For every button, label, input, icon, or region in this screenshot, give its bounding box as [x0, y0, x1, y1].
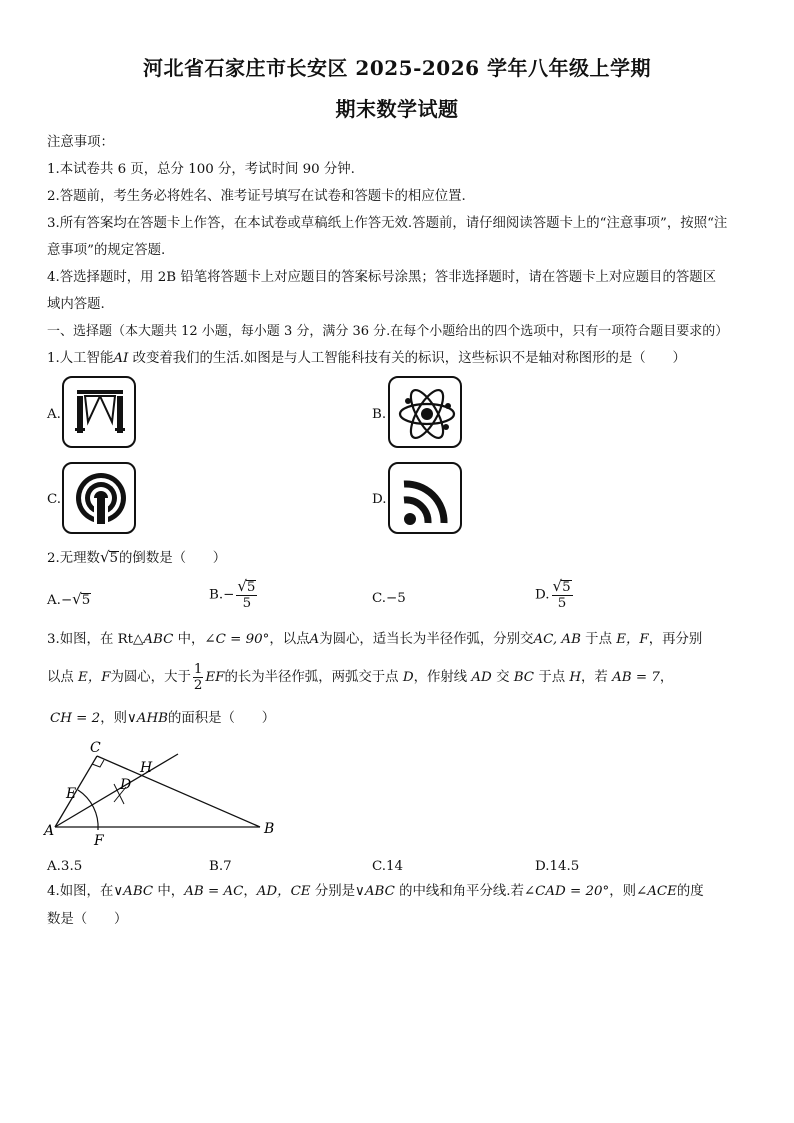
denominator: 5 [242, 596, 252, 611]
text: 的面积是（ ） [167, 711, 276, 726]
note-line-3b: 意事项”的规定答题. [47, 243, 166, 258]
q2-option-d [535, 579, 575, 611]
text: 4.如图，在 [47, 884, 114, 899]
q3-line-3 [50, 711, 275, 727]
label-E: E [66, 786, 77, 802]
fraction [552, 579, 573, 611]
math: ABC [143, 632, 174, 647]
q2-stem-radicand: 5 [109, 551, 119, 566]
q1-option-b-label: B. [372, 407, 387, 422]
page-subtitle: 期末数学试题 [335, 97, 459, 121]
q1-stem-ai: AI [113, 351, 129, 366]
text: ，再分别 [648, 632, 703, 647]
text: 的长为半径作弧，两弧交于点 [224, 670, 403, 685]
q2-option-a [47, 591, 91, 609]
math: ∠ACE [636, 884, 677, 899]
rss-feed-icon [388, 462, 462, 534]
text: 于点 [534, 670, 570, 685]
math: AB = AC [184, 884, 244, 899]
math: EF [205, 670, 225, 685]
q1-option-d-label: D. [372, 492, 387, 507]
option-label: A. [47, 593, 61, 608]
page-title: 河北省石家庄市长安区 2025-2026 学年八年级上学期 [142, 56, 652, 80]
note-line-3: 3.所有答案均在答题卡上作答，在本试卷或草稿纸上作答无效.答题前，请仔细阅读答题卡上的“注意事项”，按照“注 [47, 216, 728, 231]
math: ∨ABC [355, 884, 395, 899]
broadcast-icon [62, 462, 136, 534]
note-line-4b: 域内答题. [47, 297, 105, 312]
q1-option-a-label: A. [47, 407, 61, 422]
q2-stem-part: 的倒数是（ ） [119, 551, 227, 566]
math: AD [471, 670, 492, 685]
text: ，则 [100, 711, 127, 726]
math: AC, AB [533, 632, 581, 647]
sqrt-symbol: √ [552, 577, 563, 595]
text: ， [659, 670, 674, 685]
math: A [309, 632, 320, 647]
label-C: C [90, 740, 101, 756]
math: ∠CAD = 20° [523, 884, 610, 899]
text: 交 [491, 670, 514, 685]
q3-option-c: C.14 [372, 859, 404, 874]
text: 的度 [676, 884, 704, 899]
text: 以点 [47, 670, 79, 685]
q3-option-a: A.3.5 [47, 859, 83, 874]
sqrt-symbol: √ [72, 590, 82, 608]
option-label: C. [372, 591, 387, 606]
label-A: A [44, 823, 55, 839]
text: 的中线和角平分线.若 [394, 884, 524, 899]
q4-line-2: 数是（ ） [47, 912, 128, 927]
option-label: D. [535, 587, 550, 603]
q2-stem [47, 549, 226, 567]
fraction: $\frac{1}{2}$ [193, 662, 203, 693]
q3-option-d: D.14.5 [535, 859, 580, 874]
q1-stem [47, 351, 686, 367]
radicand: 5 [246, 580, 256, 595]
math: ∠C = 90° [204, 632, 270, 647]
text: 为圆心，大于 [110, 670, 191, 685]
q1-option-c-label: C. [47, 492, 62, 507]
curtain-icon [62, 376, 136, 448]
label-H: H [140, 760, 153, 776]
q2-stem-part: 2.无理数 [47, 551, 100, 566]
math: CH = 2 [50, 711, 101, 726]
minus-sign: − [223, 587, 235, 603]
q1-stem-part: 改变着我们的生活.如图是与人工智能科技有关的标识，这些标识不是轴对称图形的是（ ） [128, 351, 686, 366]
option-label: B. [209, 587, 224, 603]
fraction [236, 579, 257, 611]
denominator: 5 [557, 596, 567, 611]
q3-line-1 [47, 632, 702, 648]
text: ，则 [609, 884, 636, 899]
radicand: 5 [81, 593, 91, 608]
text: ， [243, 884, 257, 899]
q2-option-b [209, 579, 259, 611]
sqrt-symbol: √ [99, 548, 110, 566]
text: 为圆心，适当长为半径作弧，分别交 [319, 632, 534, 647]
q3-line-2 [47, 662, 673, 693]
note-line-2: 2.答题前，考生务必将姓名、准考证号填写在试卷和答题卡的相应位置. [47, 189, 466, 204]
q3-option-b: B.7 [209, 859, 232, 874]
text: ，作射线 [413, 670, 472, 685]
text: 3.如图，在 Rt△ [47, 632, 144, 647]
math: ∨ABC [113, 884, 154, 899]
section-heading: 一、选择题（本大题共 12 小题，每小题 3 分，满分 36 分.在每个小题给出的四个选项中，只有一项符合题目要求的） [47, 324, 729, 339]
math: AB = 7 [612, 670, 660, 685]
math: D [402, 670, 414, 685]
q1-stem-part: 1.人工智能 [47, 351, 114, 366]
label-D: D [120, 777, 132, 793]
text: ，若 [581, 670, 613, 685]
q4-line-1 [47, 884, 704, 900]
math: E，F [78, 670, 111, 685]
math: E，F [616, 632, 649, 647]
q2-option-c [372, 591, 406, 607]
label-B: B [264, 821, 275, 837]
note-line-1: 1.本试卷共 6 页，总分 100 分，考试时间 90 分钟. [47, 162, 355, 177]
math: AD，CE [256, 884, 311, 899]
text: ，以点 [269, 632, 310, 647]
math: H [569, 670, 582, 685]
radicand: 5 [562, 580, 571, 595]
math: BC [513, 670, 535, 685]
minus-sign: − [60, 593, 73, 608]
note-line-4: 4.答选择题时，用 2B 铅笔将答题卡上对应题目的答案标号涂黑；答非选择题时，请在答题卡上对应题目的答题区 [47, 270, 717, 285]
label-F: F [94, 833, 104, 849]
text: 中， [153, 884, 185, 899]
text: 分别是 [310, 884, 356, 899]
triangle-figure [40, 732, 290, 852]
atom-icon [388, 376, 462, 448]
text: 于点 [580, 632, 617, 647]
sqrt-symbol: √ [237, 577, 247, 595]
option-value: −5 [386, 591, 406, 606]
notes-heading: 注意事项： [47, 135, 114, 150]
math: ∨AHB [126, 711, 168, 726]
text: 中， [173, 632, 205, 647]
